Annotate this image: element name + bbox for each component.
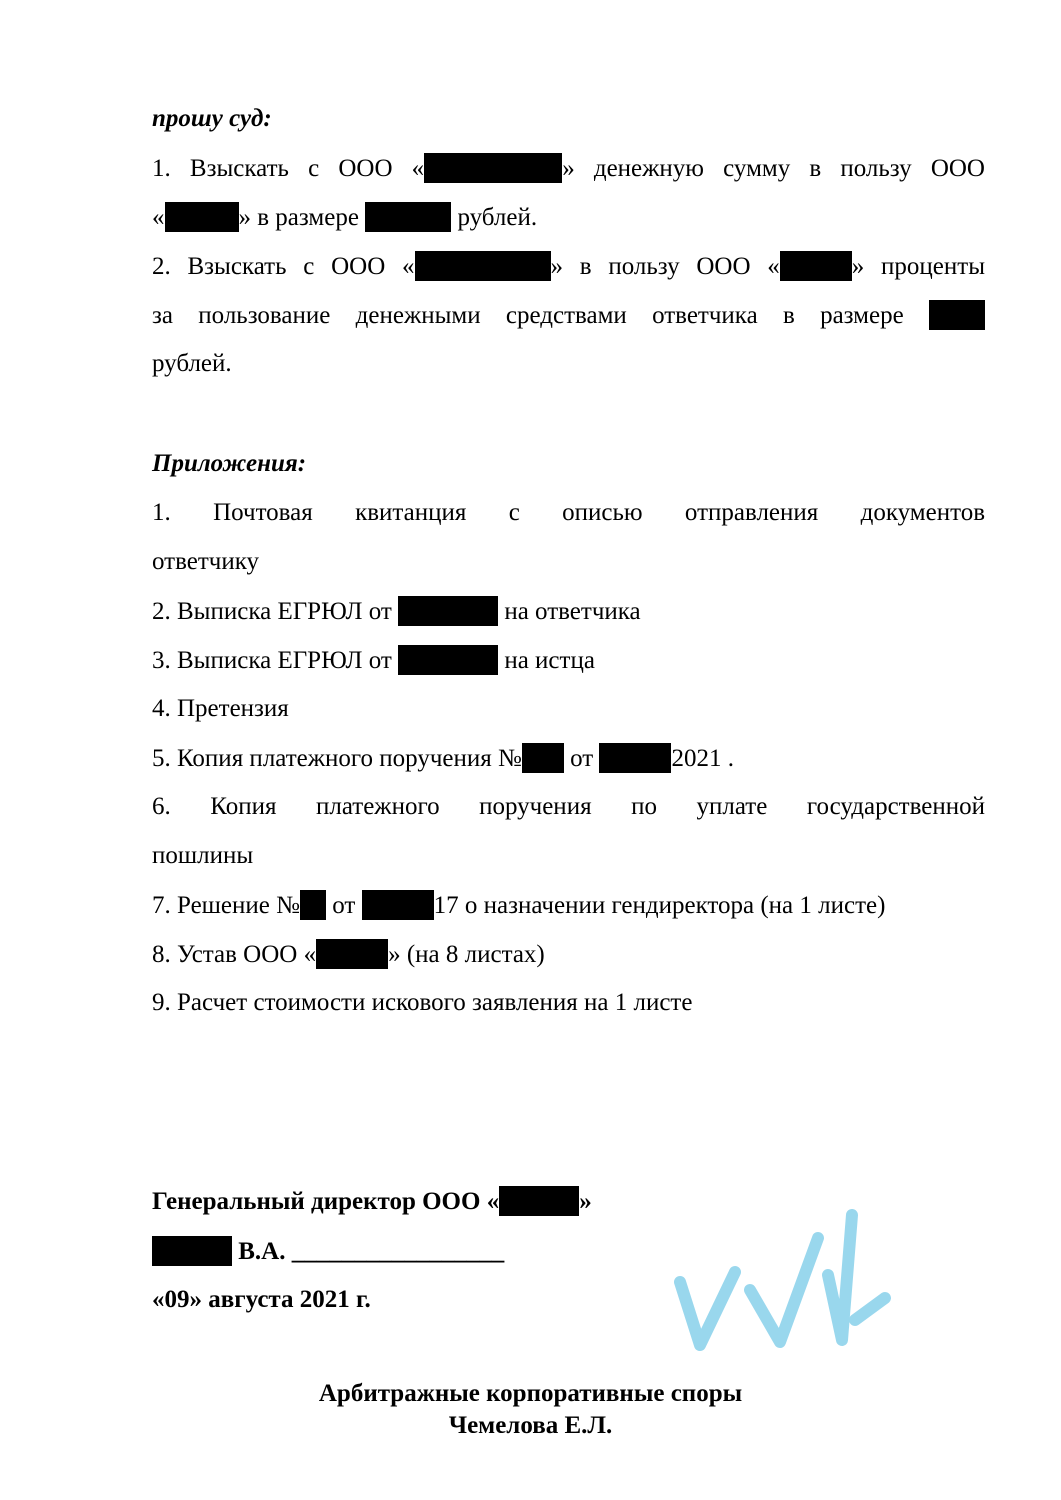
text: 3. Выписка ЕГРЮЛ от	[152, 647, 392, 674]
text: » в пользу ООО «	[550, 253, 780, 280]
signer-initials: В.А.	[238, 1238, 286, 1265]
text: » в размере	[238, 204, 359, 231]
footer-line-2: Чемелова Е.Л.	[448, 1412, 613, 1439]
text: 7. Решение №	[152, 892, 300, 919]
text: за пользование денежными средствами ответчика в размере	[152, 302, 904, 329]
appendix-item-6-cont: пошлины	[152, 842, 254, 869]
text: 5. Копия платежного поручения №	[152, 745, 522, 772]
text: » проценты	[851, 253, 985, 280]
text: » денежную сумму в пользу ООО	[562, 155, 985, 182]
text: рублей.	[457, 204, 538, 231]
appendix-item-9: 9. Расчет стоимости искового заявления на 1 листе	[152, 989, 693, 1016]
text: 1. Взыскать с ООО «	[152, 155, 425, 182]
text: «	[152, 204, 165, 231]
footer-line-1: Арбитражные корпоративные споры	[318, 1380, 743, 1407]
text: » (на 8 листах)	[388, 941, 545, 968]
request-heading: прошу суд:	[152, 105, 272, 132]
appendix-heading: Приложения:	[152, 450, 307, 477]
text: на истца	[504, 647, 595, 674]
text: от	[332, 892, 356, 919]
signature-date: «09» августа 2021 г.	[152, 1286, 371, 1313]
appendix-item-4: 4. Претензия	[152, 695, 289, 722]
appendix-item-1: 1. Почтовая квитанция с описью отправления документов	[152, 499, 985, 526]
appendix-item-1-cont: ответчику	[152, 548, 260, 575]
text: 2021 .	[671, 745, 734, 772]
text: 17 о назначении гендиректора (на 1 листе)	[433, 892, 886, 919]
text: на ответчика	[504, 598, 641, 625]
signature-blank: _________________	[291, 1238, 505, 1265]
text: »	[579, 1188, 592, 1215]
request-item-2-line-3: рублей.	[152, 350, 232, 377]
text: Генеральный директор ООО «	[152, 1188, 500, 1215]
text: 8. Устав ООО «	[152, 941, 317, 968]
text: 2. Выписка ЕГРЮЛ от	[152, 598, 392, 625]
text: от	[570, 745, 594, 772]
appendix-item-6: 6. Копия платежного поручения по уплате государственной	[152, 793, 985, 820]
text: 2. Взыскать с ООО «	[152, 253, 415, 280]
